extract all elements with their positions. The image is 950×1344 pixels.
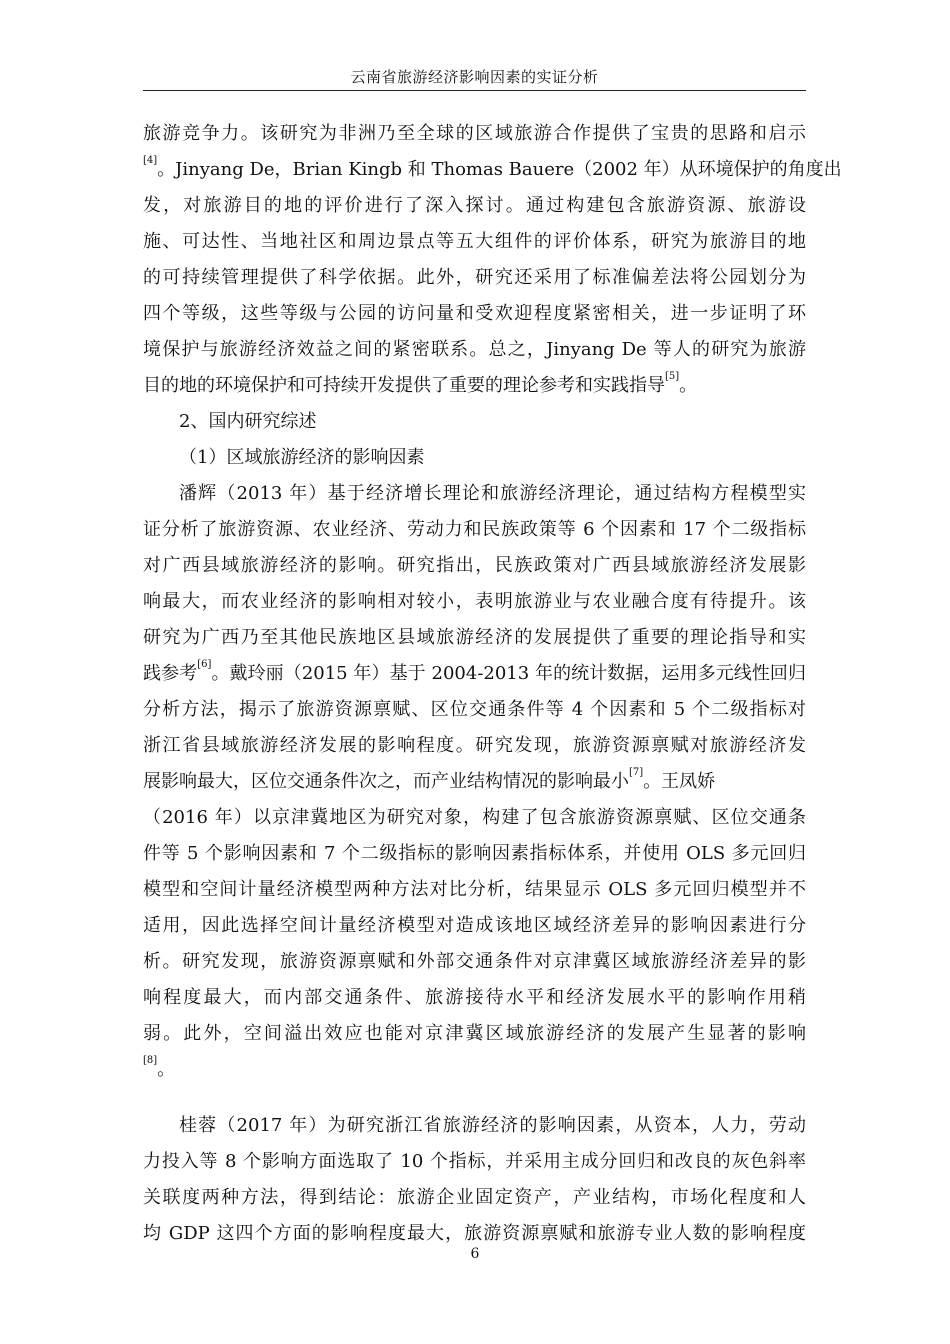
text-line: 适用，因此选择空间计量经济模型对造成该地区域经济差异的影响因素进行分: [143, 915, 806, 936]
text-line: [143, 764, 806, 800]
text-line: 分析方法，揭示了旅游资源禀赋、区位交通条件等 4 个因素和 5 个二级指标对: [143, 699, 806, 720]
text-line: [143, 1052, 806, 1088]
citation-ref: [8]: [143, 1055, 158, 1066]
text-line: 对广西县域旅游经济的影响。研究指出，民族政策对广西县域旅游经济发展影: [143, 555, 806, 576]
text-segment: 。王凤娇: [643, 771, 716, 792]
text-line: 均 GDP 这四个方面的影响程度最大，旅游资源禀赋和旅游专业人数的影响程度: [143, 1223, 806, 1244]
section-heading: 2、国内研究综述: [179, 411, 317, 432]
running-header: 云南省旅游经济影响因素的实证分析: [143, 66, 806, 91]
text-line: 研究为广西乃至其他民族地区县域旅游经济的发展提供了重要的理论指导和实: [143, 627, 806, 648]
text-line: 弱。此外，空间溢出效应也能对京津冀区域旅游经济的发展产生显著的影响: [143, 1023, 806, 1044]
text-line: 模型和空间计量经济模型两种方法对比分析，结果显示 OLS 多元回归模型并不: [143, 879, 806, 900]
text-segment: 。戴玲丽（2015 年）基于 2004-2013 年的统计数据，运用多元线性回归: [211, 663, 807, 684]
text-line: 境保护与旅游经济效益之间的紧密联系。总之，Jinyang De 等人的研究为旅游: [143, 339, 806, 360]
text-line: 响最大，而农业经济的影响相对较小，表明旅游业与农业融合度有待提升。该: [143, 591, 806, 612]
text-segment: 目的地的环境保护和可持续开发提供了重要的理论参考和实践指导: [143, 375, 665, 396]
text-segment: 。: [157, 1059, 176, 1080]
text-segment: 展影响最大，区位交通条件次之，而产业结构情况的影响最小: [143, 771, 629, 792]
text-line: [143, 152, 842, 188]
citation-ref: [4]: [143, 155, 158, 166]
text-line: 桂蓉（2017 年）为研究浙江省旅游经济的影响因素，从资本，人力，劳动: [179, 1115, 806, 1136]
paragraph-gap: [143, 1088, 806, 1108]
text-segment: 。: [679, 375, 698, 396]
text-line: 旅游竞争力。该研究为非洲乃至全球的区域旅游合作提供了宝贵的思路和启示: [143, 123, 806, 144]
text-line: 四个等级，这些等级与公园的访问量和受欢迎程度紧密相关，进一步证明了环: [143, 303, 806, 324]
text-line: 的可持续管理提供了科学依据。此外，研究还采用了标准偏差法将公园划分为: [143, 267, 806, 288]
text-line: 关联度两种方法，得到结论：旅游企业固定资产，产业结构，市场化程度和人: [143, 1187, 806, 1208]
text-segment: 践参考: [143, 663, 198, 684]
text-line: 件等 5 个影响因素和 7 个二级指标的影响因素指标体系，并使用 OLS 多元回归: [143, 843, 806, 864]
text-line: 发，对旅游目的地的评价进行了深入探讨。通过构建包含旅游资源、旅游设: [143, 195, 806, 216]
citation-ref: [7]: [629, 767, 644, 778]
text-line: 力投入等 8 个影响方面选取了 10 个指标，并采用主成分回归和改良的灰色斜率: [143, 1151, 806, 1172]
text-line: 析。研究发现，旅游资源禀赋和外部交通条件对京津冀区域旅游经济差异的影: [143, 951, 806, 972]
text-line: 施、可达性、当地社区和周边景点等五大组件的评价体系，研究为旅游目的地: [143, 231, 806, 252]
subsection-heading: （1）区域旅游经济的影响因素: [179, 447, 425, 468]
citation-ref: [6]: [197, 659, 212, 670]
body-text: [143, 116, 842, 1252]
citation-ref: [5]: [665, 371, 680, 382]
text-line: [143, 656, 806, 692]
text-line: 证分析了旅游资源、农业经济、劳动力和民族政策等 6 个因素和 17 个二级指标: [143, 519, 806, 540]
text-line: 响程度最大，而内部交通条件、旅游接待水平和经济发展水平的影响作用稍: [143, 987, 806, 1008]
text-line: （2016 年）以京津冀地区为研究对象，构建了包含旅游资源禀赋、区位交通条: [143, 807, 806, 828]
text-segment: 。Jinyang De，Brian Kingb 和 Thomas Bauere（2002 年）从环境保护的角度出: [157, 159, 842, 180]
text-line: 潘辉（2013 年）基于经济增长理论和旅游经济理论，通过结构方程模型实: [179, 483, 806, 504]
text-line: [143, 368, 806, 404]
page-number: 6: [470, 1246, 480, 1262]
text-line: 浙江省县域旅游经济发展的影响程度。研究发现，旅游资源禀赋对旅游经济发: [143, 735, 806, 756]
